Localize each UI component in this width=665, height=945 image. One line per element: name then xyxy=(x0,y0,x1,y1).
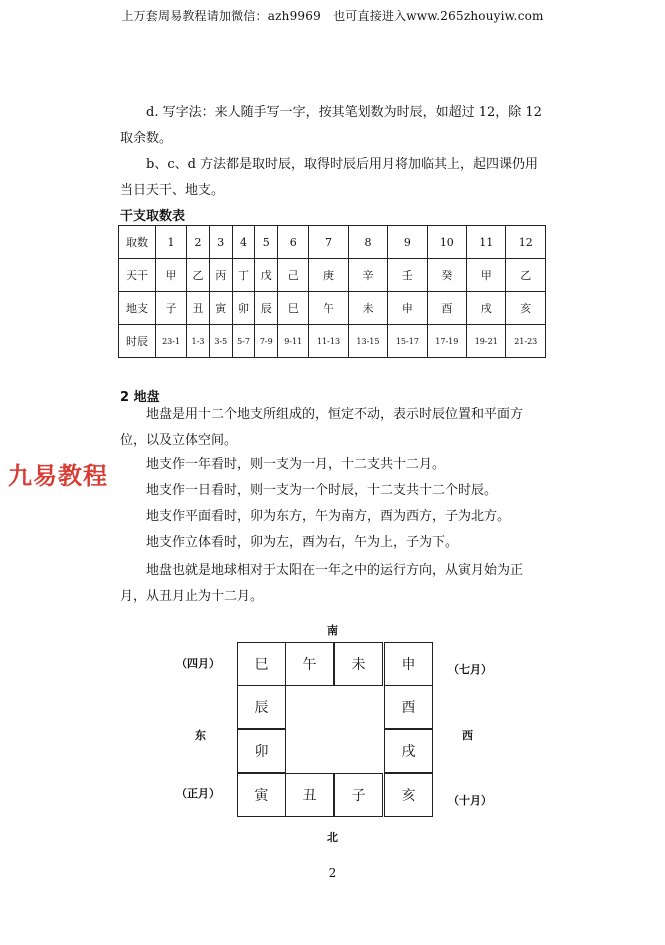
paragraph-writing-method: d. 写字法：来人随手写一字，按其笔划数为时辰，如超过 12，除 12 取余数。 xyxy=(120,105,542,146)
table-cell: 13-15 xyxy=(348,325,387,358)
table-cell: 癸 xyxy=(427,259,466,292)
compass-north-label: 北 xyxy=(327,831,338,844)
table-title: 干支取数表 xyxy=(120,209,186,224)
table-cell: 15-17 xyxy=(388,325,427,358)
branch-cell-si: 巳 xyxy=(237,642,286,686)
row-label: 天干 xyxy=(119,259,156,292)
table-row xyxy=(119,325,546,358)
table-cell: 辛 xyxy=(348,259,387,292)
table-cell: 7 xyxy=(309,226,348,259)
compass-east-label: 东 xyxy=(195,729,206,742)
table-cell: 丙 xyxy=(209,259,232,292)
table-cell: 酉 xyxy=(427,292,466,325)
table-cell: 6 xyxy=(278,226,309,259)
section-paragraph: 地盘是用十二个地支所组成的，恒定不动，表示时辰位置和平面方位，以及立体空间。 xyxy=(120,407,524,448)
table-cell: 卯 xyxy=(232,292,255,325)
branch-cell-chou: 丑 xyxy=(285,773,334,817)
table-cell: 己 xyxy=(278,259,309,292)
row-label: 地支 xyxy=(119,292,156,325)
month-label-january: （正月） xyxy=(176,787,220,800)
table-cell: 申 xyxy=(388,292,427,325)
table-cell: 壬 xyxy=(388,259,427,292)
table-cell: 23-1 xyxy=(156,325,187,358)
branch-cell-mao: 卯 xyxy=(237,729,286,773)
table-cell: 4 xyxy=(232,226,255,259)
table-cell: 5-7 xyxy=(232,325,255,358)
table-cell: 午 xyxy=(309,292,348,325)
page-number: 2 xyxy=(328,866,337,880)
branch-cell-xu: 戌 xyxy=(384,729,433,773)
table-cell: 12 xyxy=(506,226,546,259)
branch-cell-wu: 午 xyxy=(285,642,334,686)
branch-cell-hai: 亥 xyxy=(384,773,433,817)
branch-cell-yin: 寅 xyxy=(237,773,286,817)
table-cell: 11-13 xyxy=(309,325,348,358)
branch-cell-shen: 申 xyxy=(384,642,433,686)
section-paragraph: 地支作立体看时，卯为左，酉为右，午为上，子为下。 xyxy=(146,535,459,550)
table-cell: 5 xyxy=(255,226,278,259)
table-cell: 戌 xyxy=(467,292,506,325)
table-cell: 8 xyxy=(348,226,387,259)
table-cell: 庚 xyxy=(309,259,348,292)
table-cell: 乙 xyxy=(187,259,210,292)
table-cell: 7-9 xyxy=(255,325,278,358)
table-row xyxy=(119,259,546,292)
compass-west-label: 西 xyxy=(462,729,473,742)
section-paragraph: 地盘也就是地球相对于太阳在一年之中的运行方向，从寅月始为正月，从丑月止为十二月。 xyxy=(120,563,524,604)
compass-south-label: 南 xyxy=(327,624,338,637)
table-cell: 甲 xyxy=(156,259,187,292)
table-cell: 寅 xyxy=(209,292,232,325)
table-cell: 戊 xyxy=(255,259,278,292)
row-label: 时辰 xyxy=(119,325,156,358)
table-cell: 1 xyxy=(156,226,187,259)
month-label-october: （十月） xyxy=(448,794,492,807)
table-cell: 2 xyxy=(187,226,210,259)
table-cell: 子 xyxy=(156,292,187,325)
branch-cell-you: 酉 xyxy=(384,685,433,729)
table-cell: 11 xyxy=(467,226,506,259)
table-cell: 3-5 xyxy=(209,325,232,358)
table-cell: 巳 xyxy=(278,292,309,325)
watermark-logo: 九易教程 xyxy=(8,462,108,490)
table-cell: 9 xyxy=(388,226,427,259)
branch-cell-chen: 辰 xyxy=(237,685,286,729)
table-cell: 3 xyxy=(209,226,232,259)
table-row xyxy=(119,226,546,259)
table-cell: 丑 xyxy=(187,292,210,325)
section-paragraph: 地支作一日看时，则一支为一个时辰，十二支共十二个时辰。 xyxy=(146,483,498,498)
earth-plate-grid xyxy=(237,642,433,818)
table-cell: 17-19 xyxy=(427,325,466,358)
section-heading: 2 地盘 xyxy=(120,390,160,405)
ganzhi-number-table xyxy=(118,225,546,358)
page-header-banner: 上万套周易教程请加微信：azh9969 也可直接进入www.265zhouyiw.com xyxy=(121,9,544,23)
section-paragraph: 地支作一年看时，则一支为一月，十二支共十二月。 xyxy=(146,457,446,472)
table-cell: 丁 xyxy=(232,259,255,292)
table-cell: 辰 xyxy=(255,292,278,325)
table-cell: 甲 xyxy=(467,259,506,292)
branch-cell-wei: 未 xyxy=(334,642,383,686)
table-cell: 1-3 xyxy=(187,325,210,358)
paragraph-method-summary: b、c、d 方法都是取时辰，取得时辰后用月将加临其上，起四课仍用当日天干、地支。 xyxy=(120,157,539,198)
table-row xyxy=(119,292,546,325)
row-label: 取数 xyxy=(119,226,156,259)
month-label-july: （七月） xyxy=(448,663,492,676)
table-cell: 9-11 xyxy=(278,325,309,358)
table-cell: 亥 xyxy=(506,292,546,325)
table-cell: 10 xyxy=(427,226,466,259)
table-cell: 乙 xyxy=(506,259,546,292)
table-cell: 21-23 xyxy=(506,325,546,358)
table-cell: 未 xyxy=(348,292,387,325)
table-cell: 19-21 xyxy=(467,325,506,358)
month-label-april: （四月） xyxy=(176,657,220,670)
section-paragraph: 地支作平面看时，卯为东方，午为南方，酉为西方，子为北方。 xyxy=(146,509,511,524)
branch-cell-zi: 子 xyxy=(334,773,383,817)
